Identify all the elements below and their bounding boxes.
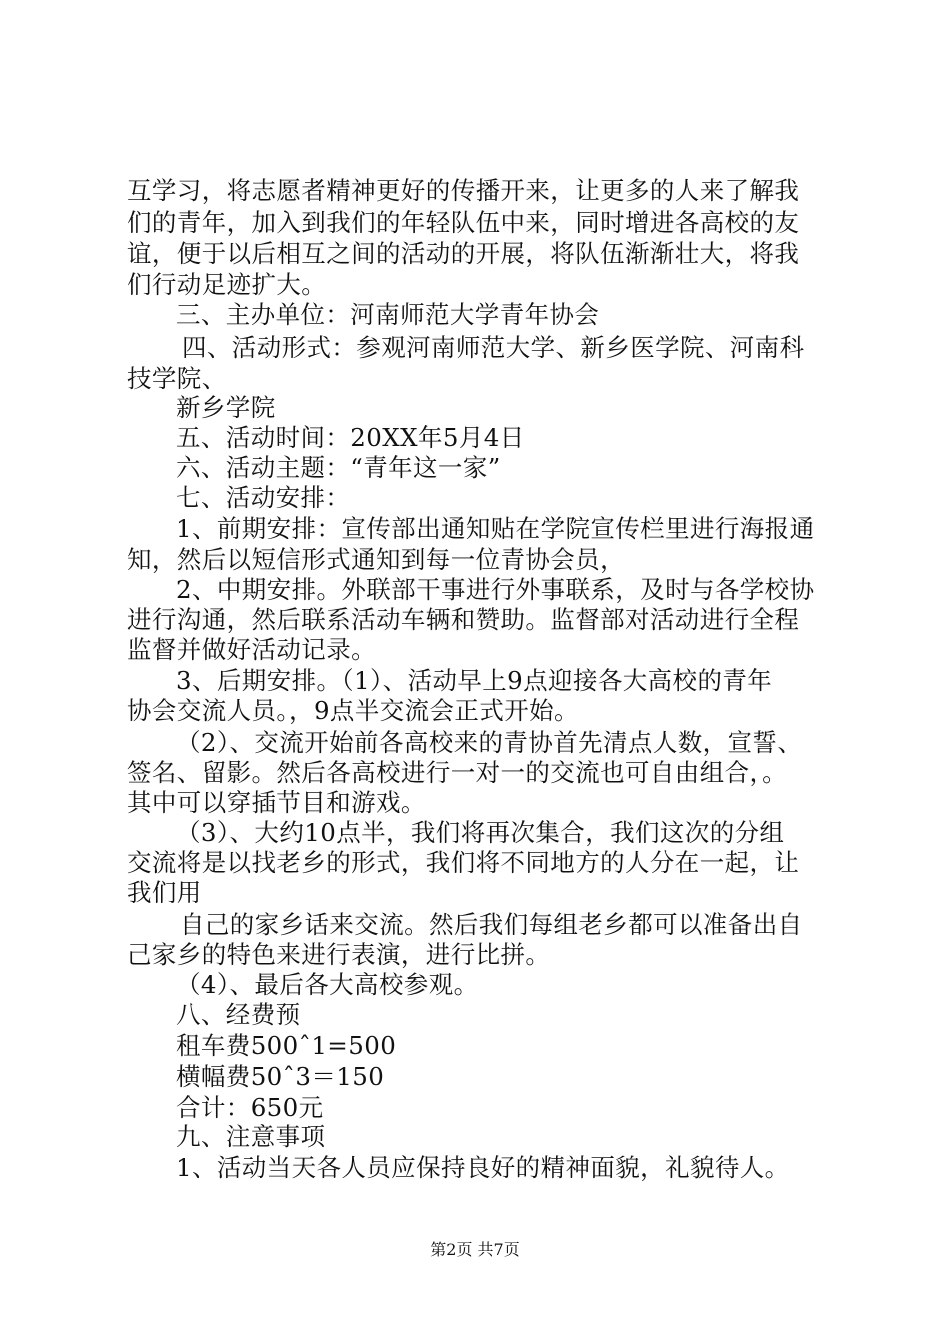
body-line: 租车费500ˆ1=500 — [176, 1031, 397, 1060]
body-line: 2、中期安排。外联部干事进行外事联系，及时与各学校协 — [176, 575, 815, 604]
body-line: 互学习，将志愿者精神更好的传播开来，让更多的人来了解我 — [127, 176, 800, 205]
body-line: 己家乡的特色来进行表演，进行比拼。 — [127, 940, 551, 969]
section-heading: 八、经费预 — [176, 1000, 301, 1029]
section-heading: 三、主办单位：河南师范大学青年协会 — [176, 300, 600, 329]
body-line: 们行动足迹扩大。 — [127, 270, 327, 299]
body-line: （4）、最后各大高校参观。 — [176, 970, 479, 999]
body-line: 谊，便于以后相互之间的活动的开展，将队伍渐渐壮大，将我 — [127, 239, 800, 268]
section-heading: 九、注意事项 — [176, 1122, 326, 1151]
body-line: 知，然后以短信形式通知到每一位青协会员， — [127, 545, 625, 574]
section-heading: 五、活动时间：20XX年5月4日 — [176, 423, 525, 452]
body-line: 监督并做好活动记录。 — [127, 635, 376, 664]
page-number-footer: 第2页 共7页 — [430, 1240, 520, 1259]
section-heading: 六、活动主题：“青年这一家” — [176, 453, 501, 482]
body-line: 1、前期安排：宣传部出通知贴在学院宣传栏里进行海报通 — [176, 514, 815, 543]
body-line: 新乡学院 — [176, 393, 276, 422]
body-line: 们的青年，加入到我们的年轻队伍中来，同时增进各高校的友 — [127, 208, 800, 237]
body-line: （2）、交流开始前各高校来的青协首先清点人数，宣誓、 — [176, 728, 803, 757]
body-line: 技学院、 — [127, 364, 227, 393]
body-line: 签名、留影。然后各高校进行一对一的交流也可自由组合，。 — [127, 758, 788, 787]
body-line: 3、后期安排。（1）、活动早上9点迎接各大高校的青年 — [176, 666, 773, 695]
section-heading: 七、活动安排： — [176, 483, 351, 512]
body-line: 横幅费50ˆ3＝150 — [176, 1062, 385, 1091]
section-heading: 四、活动形式：参观河南师范大学、新乡医学院、河南科 — [182, 333, 805, 362]
body-line: 合计：650元 — [176, 1093, 324, 1122]
body-line: 其中可以穿插节目和游戏。 — [127, 788, 426, 817]
body-line: 交流将是以找老乡的形式，我们将不同地方的人分在一起，让 — [127, 848, 800, 877]
body-line: （3）、大约10点半，我们将再次集合，我们这次的分组 — [176, 818, 785, 847]
body-line: 自己的家乡话来交流。然后我们每组老乡都可以准备出自 — [180, 910, 803, 939]
body-line: 1、活动当天各人员应保持良好的精神面貌，礼貌待人。 — [176, 1153, 790, 1182]
body-line: 进行沟通，然后联系活动车辆和赞助。监督部对活动进行全程 — [127, 605, 800, 634]
body-line: 我们用 — [127, 878, 202, 907]
body-line: 协会交流人员。，9点半交流会正式开始。 — [127, 696, 579, 725]
